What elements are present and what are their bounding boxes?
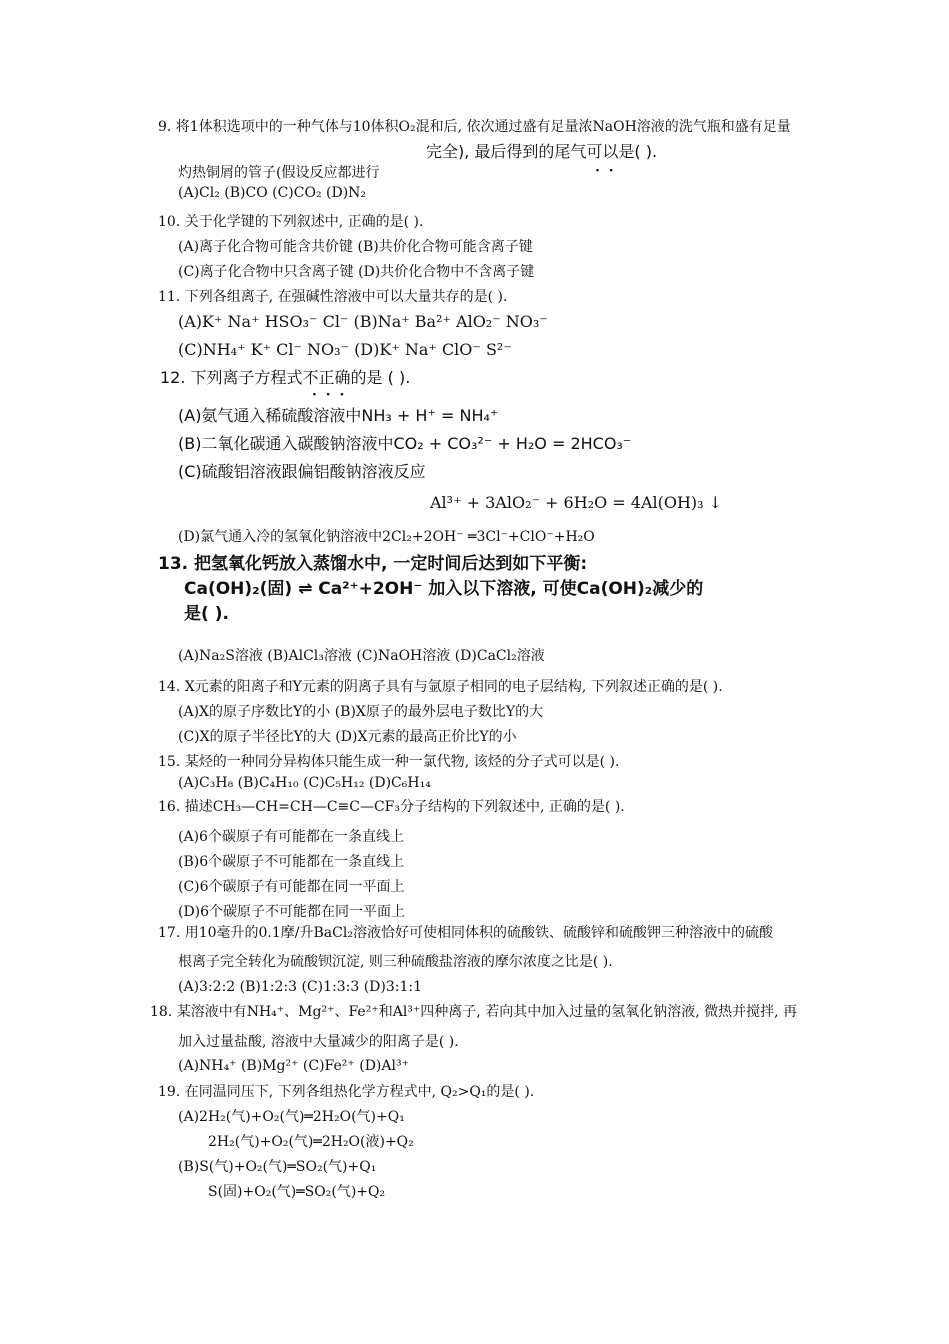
question-18-stem-line-2: 加入过量盐酸, 溶液中大量减少的阳离子是( ).: [178, 1034, 459, 1050]
question-11-options-ab: (A)K⁺ Na⁺ HSO₃⁻ Cl⁻ (B)Na⁺ Ba²⁺ AlO₂⁻ NO₃⁻: [178, 312, 548, 331]
question-13-stem-line-3: 是( ).: [184, 604, 229, 624]
question-17-stem-line-2: 根离子完全转化为硫酸钡沉淀, 则三种硫酸盐溶液的摩尔浓度之比是( ).: [178, 954, 613, 970]
question-16-stem: 16. 描述CH₃—CH=CH—C≡C—CF₃分子结构的下列叙述中, 正确的是( ).: [158, 799, 625, 815]
question-16-option-a: (A)6个碳原子有可能都在一条直线上: [178, 829, 404, 845]
question-12-option-a: (A)氨气通入稀硫酸溶液中NH₃ + H⁺ = NH₄⁺: [178, 406, 499, 425]
question-10-options-cd: (C)离子化合物中只含离子键 (D)共价化合物中不含离子键: [178, 264, 535, 280]
question-9-options: (A)Cl₂ (B)CO (C)CO₂ (D)N₂: [178, 185, 367, 201]
question-18-stem-line-1: 18. 某溶液中有NH₄⁺、Mg²⁺、Fe²⁺和Al³⁺四种离子, 若向其中加入过量的氢氧化钠溶液, 微热并搅拌, 再: [150, 1004, 797, 1020]
question-19-stem: 19. 在同温同压下, 下列各组热化学方程式中, Q₂>Q₁的是( ).: [158, 1084, 535, 1100]
question-13-stem-line-2: Ca(OH)₂(固) ⇌ Ca²⁺+2OH⁻ 加入以下溶液, 可使Ca(OH)₂减少的: [184, 579, 704, 599]
question-11-stem: 11. 下列各组离子, 在强碱性溶液中可以大量共存的是( ).: [158, 289, 508, 305]
question-14-options-cd: (C)X的原子半径比Y的大 (D)X元素的最高正价比Y的小: [178, 729, 517, 745]
question-16-option-b: (B)6个碳原子不可能都在一条直线上: [178, 854, 405, 870]
question-13-stem-line-1: 13. 把氢氧化钙放入蒸馏水中, 一定时间后达到如下平衡:: [158, 554, 588, 574]
question-19-option-a-eq-1: (A)2H₂(气)+O₂(气)═2H₂O(气)+Q₁: [178, 1109, 405, 1125]
emphasis-dots: · ·: [595, 163, 616, 179]
question-12-option-c-equation: Al³⁺ + 3AlO₂⁻ + 6H₂O = 4Al(OH)₃ ↓: [430, 493, 723, 512]
question-13-options: (A)Na₂S溶液 (B)AlCl₃溶液 (C)NaOH溶液 (D)CaCl₂溶液: [178, 648, 545, 664]
question-9-line-3: 灼热铜屑的管子(假设反应都进行: [178, 165, 380, 181]
question-16-option-d: (D)6个碳原子不可能都在同一平面上: [178, 904, 406, 920]
question-9-line-1: 9. 将1体积选项中的一种气体与10体积O₂混和后, 依次通过盛有足量浓NaOH溶液的洗气瓶和盛有足量: [158, 119, 791, 135]
question-9-line-2: 完全), 最后得到的尾气可以是( ).: [426, 142, 658, 161]
question-17-options: (A)3:2:2 (B)1:2:3 (C)1:3:3 (D)3:1:1: [178, 979, 423, 995]
question-15-options: (A)C₃H₈ (B)C₄H₁₀ (C)C₅H₁₂ (D)C₆H₁₄: [178, 775, 431, 791]
emphasis-dots: · · ·: [312, 387, 347, 403]
question-11-options-cd: (C)NH₄⁺ K⁺ Cl⁻ NO₃⁻ (D)K⁺ Na⁺ ClO⁻ S²⁻: [178, 340, 512, 359]
question-16-option-c: (C)6个碳原子有可能都在同一平面上: [178, 879, 405, 895]
question-15-stem: 15. 某烃的一种同分异构体只能生成一种一氯代物, 该烃的分子式可以是( ).: [158, 754, 620, 770]
question-12-option-b: (B)二氧化碳通入碳酸钠溶液中CO₂ + CO₃²⁻ + H₂O = 2HCO₃⁻: [178, 434, 632, 453]
question-19-option-a-eq-2: 2H₂(气)+O₂(气)═2H₂O(液)+Q₂: [208, 1134, 414, 1150]
question-12-stem: 12. 下列离子方程式不正确的是 ( ).: [160, 368, 411, 387]
question-17-stem-line-1: 17. 用10毫升的0.1摩/升BaCl₂溶液恰好可使相同体积的硫酸铁、硫酸锌和硫酸钾三种溶液中的硫酸: [158, 925, 773, 941]
question-14-stem: 14. X元素的阳离子和Y元素的阴离子具有与氩原子相同的电子层结构, 下列叙述正确的是( ).: [158, 679, 723, 695]
question-19-option-b-eq-1: (B)S(气)+O₂(气)═SO₂(气)+Q₁: [178, 1159, 377, 1175]
question-10-options-ab: (A)离子化合物可能含共价键 (B)共价化合物可能含离子键: [178, 239, 533, 255]
question-18-options: (A)NH₄⁺ (B)Mg²⁺ (C)Fe²⁺ (D)Al³⁺: [178, 1058, 409, 1074]
question-12-option-d: (D)氯气通入冷的氢氧化钠溶液中2Cl₂+2OH⁻ ═3Cl⁻+ClO⁻+H₂O: [178, 529, 595, 545]
question-19-option-b-eq-2: S(固)+O₂(气)═SO₂(气)+Q₂: [208, 1184, 386, 1200]
question-10-stem: 10. 关于化学键的下列叙述中, 正确的是( ).: [158, 214, 424, 230]
question-14-options-ab: (A)X的原子序数比Y的小 (B)X原子的最外层电子数比Y的大: [178, 704, 544, 720]
question-12-option-c: (C)硫酸铝溶液跟偏铝酸钠溶液反应: [178, 462, 426, 481]
